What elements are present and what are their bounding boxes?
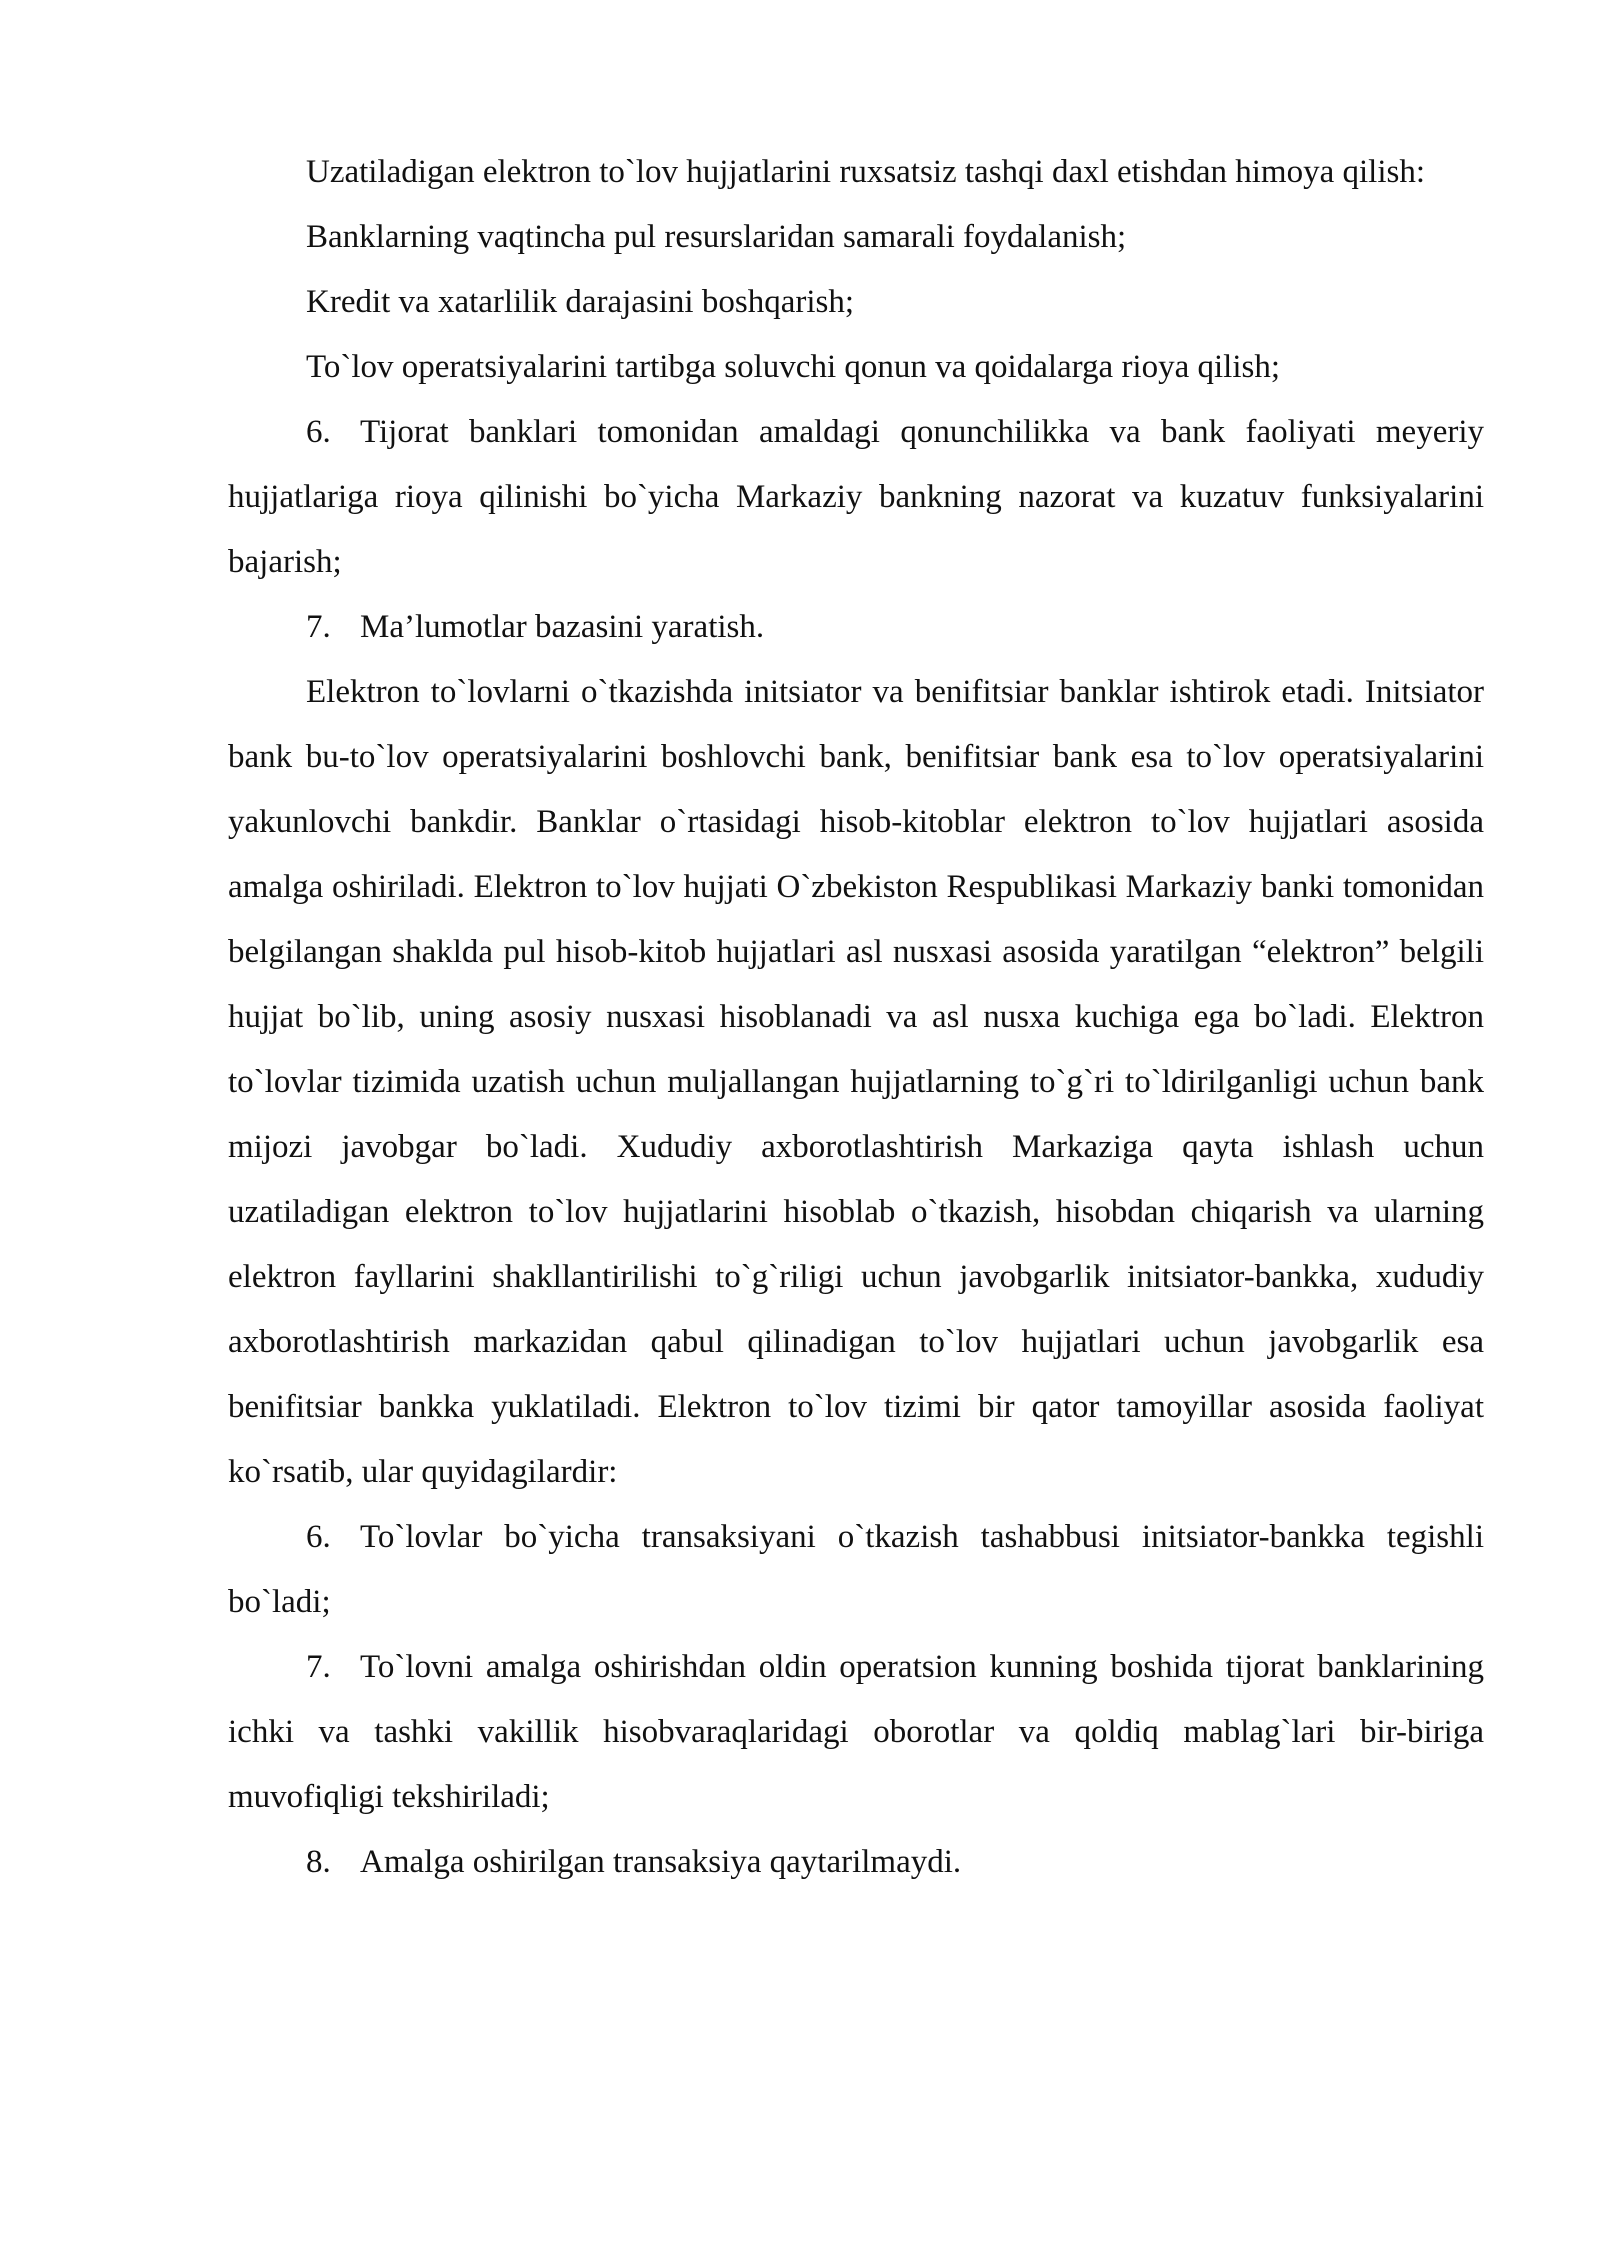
document-page xyxy=(228,140,1484,1895)
paragraph-text: Ma’lumotlar bazasini yaratish. xyxy=(360,609,765,645)
numbered-paragraph xyxy=(228,1635,1484,1830)
paragraph xyxy=(228,205,1484,270)
paragraph xyxy=(228,660,1484,1505)
paragraph-text: Banklarning vaqtincha pul resurslaridan samarali foydalanish; xyxy=(306,219,1127,255)
numbered-paragraph xyxy=(228,1505,1484,1635)
paragraph-text: Elektron to`lovlarni o`tkazishda initsiator va benifitsiar banklar ishtirok etadi. Initsiator bank bu-to`lov operatsiyalarini boshlovchi bank, benifitsiar bank esa to`lov operatsiyalarini yakunlovchi bankdir. Banklar o`rtasidagi hisob-kitoblar elektron to`lov hujjatlari asosida amalga oshiriladi. Elektron to`lov hujjati O`zbekiston Respublikasi Markaziy banki tomonidan belgilangan shaklda pul hisob-kitob hujjatlari asl nusxasi asosida yaratilgan “elektron” belgili hujjat bo`lib, uning asosiy nusxasi hisoblanadi va asl nusxa kuchiga ega bo`ladi. Elektron to`lovlar tizimida uzatish uchun muljallangan hujjatlarning to`g`ri to`ldirilganligi uchun bank mijozi javobgar bo`ladi. Xududiy axborotlashtirish Markaziga qayta ishlash uchun uzatiladigan elektron to`lov hujjatlarini hisoblab o`tkazish, hisobdan chiqarish va ularning elektron fayllarini shakllantirilishi to`g`riligi uchun javobgarlik initsiator-bankka, xududiy axborotlashtirish markazidan qabul qilinadigan to`lov hujjatlari uchun javobgarlik esa benifitsiar bankka yuklatiladi. Elektron to`lov tizimi bir qator tamoyillar asosida faoliyat ko`rsatib, ular quyidagilardir: xyxy=(228,674,1484,1490)
numbered-paragraph xyxy=(228,400,1484,595)
paragraph-text: To`lov operatsiyalarini tartibga soluvchi qonun va qoidalarga rioya qilish; xyxy=(306,349,1281,385)
list-number: 6. xyxy=(306,1519,331,1555)
paragraph-text: To`lovni amalga oshirishdan oldin operatsion kunning boshida tijorat banklarining ichki va tashki vakillik hisobvaraqlaridagi oborotlar va qoldiq mablag`lari bir-biriga muvofiqligi tekshiriladi; xyxy=(228,1649,1484,1815)
paragraph xyxy=(228,335,1484,400)
list-number: 6. xyxy=(306,414,331,450)
paragraph xyxy=(228,270,1484,335)
paragraph-text: Amalga oshirilgan transaksiya qaytarilmaydi. xyxy=(360,1844,962,1880)
paragraph-text: To`lovlar bo`yicha transaksiyani o`tkazish tashabbusi initsiator-bankka tegishli bo`ladi; xyxy=(228,1519,1484,1620)
paragraph-text: Tijorat banklari tomonidan amaldagi qonunchilikka va bank faoliyati meyeriy hujjatlariga rioya qilinishi bo`yicha Markaziy bankning nazorat va kuzatuv funksiyalarini bajarish; xyxy=(228,414,1484,580)
list-number: 7. xyxy=(306,609,331,645)
numbered-paragraph xyxy=(228,595,1484,660)
paragraph-text: Kredit va xatarlilik darajasini boshqarish; xyxy=(306,284,855,320)
numbered-paragraph xyxy=(228,1830,1484,1895)
list-number: 7. xyxy=(306,1649,331,1685)
list-number: 8. xyxy=(306,1844,331,1880)
paragraph xyxy=(228,140,1484,205)
paragraph-text: Uzatiladigan elektron to`lov hujjatlarini ruxsatsiz tashqi daxl etishdan himoya qilish: xyxy=(306,154,1426,190)
